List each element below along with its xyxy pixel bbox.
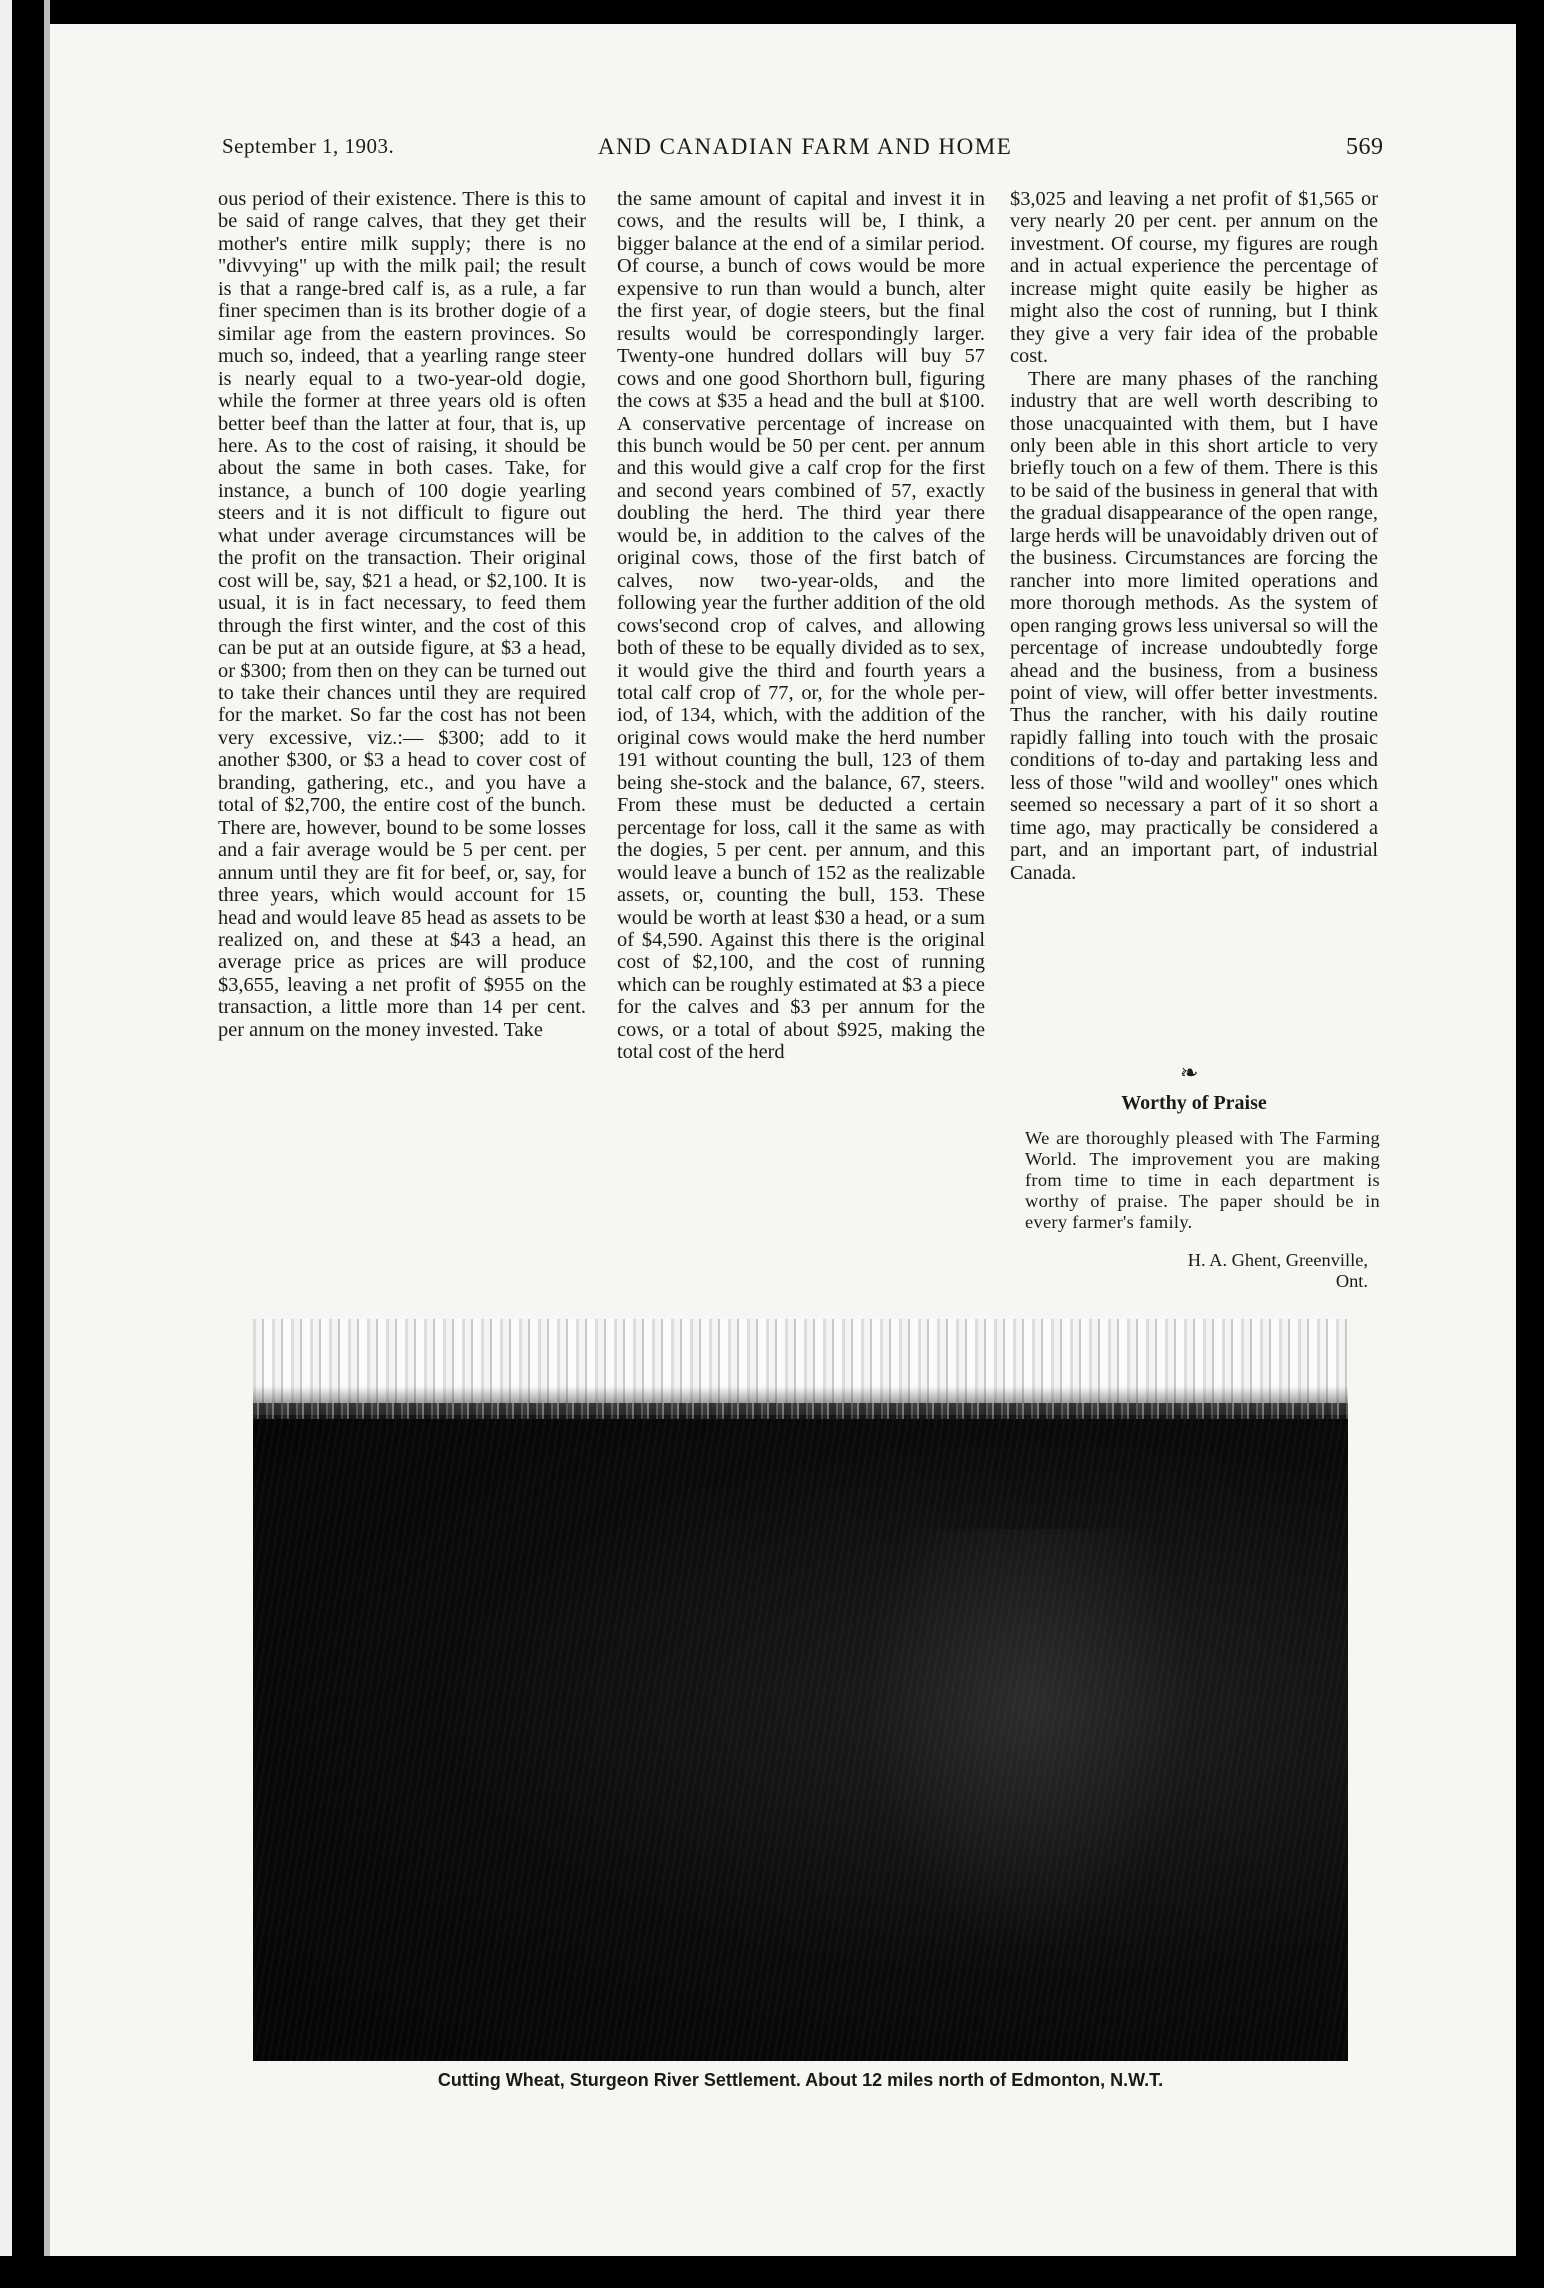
scan-border-bottom [0,2256,1544,2288]
column-3-paragraph: There are many phases of the ranching industry that are well worth describing to those unacquainted with them, but I have only been able in this short article to very briefly touch on a few of them. There is this to be said of the business in general that with the gradual disappearance of the open range, large herds will be unavoidably driven out of the business. Circumstances are forcing the rancher into more limited operations and more thorough methods. As the system of open ranging grows less universal so will the percentage of increase undoubtedly forge ahead and the business, from a business point of view, will offer better investments. Thus the rancher, with his daily routine rapidly falling into touch with the prosaic conditions of to-day and partaking less and less of those "wild and woolley" ones which seemed so necessary a part of it so short a time ago, may practically be considered a part, and an important part, of industrial Canada. [1010,367,1378,884]
section-heading: Worthy of Praise [1121,1092,1267,1114]
column-1-paragraph: ous period of their existence. There is this to be said of range calves, that they get their mother's entire milk supply; there is no "divvying" up with the milk pail; the result is that a range-bred calf is, as a rule, a far finer specimen than is its brother dogie of a similar age from the eastern provinces. So much so, indeed, that a yearling range steer is nearly equal to a two-year-old dogie, while the former at three years old is often better beef than the latter at four, that is, up here. As to the cost of raising, it should be about the same in both cases. Take, for instance, a bunch of 100 dogie yearling steers and it is not difficult to figure out what under average circumstances will be the profit on the transaction. Their original cost will be, say, $21 a head, or $2,100. It is usual, it is in fact necessary, to feed them through the first winter, and the cost of this can be put at an outside figure, at $3 a head, or $300; from then on they can be turned out to take their chances until they are required for the market. So far the cost has not been very excessive, viz.:— $300; add to it another $300, or $3 a head to cover cost of branding, gathering, etc., and you have a total of $2,700, the entire cost of the bunch. There are, however, bound to be some losses and a fair average would be 5 per cent. per annum until they are fit for beef, or, say, for three years, which would account for 15 head and would leave 85 head as assets to be realized on, and these at $43 a head, an average price as prices are will produce $3,655, leaving a net profit of $955 on the transaction, a little more than 14 per cent. per annum on the money invested. Take [218,188,586,1041]
reader-letter: We are thoroughly pleased with The Farming World. The improvement you are making from time to time in each department is worthy of praise. The paper should be in every farmer's family. [1025,1128,1380,1232]
signature-province: Ont. [1335,1271,1368,1291]
signature-name: H. A. Ghent, Greenville, [1187,1250,1368,1270]
letter-signature [1060,1250,1368,1292]
article-column-1 [218,188,586,1041]
scan-border-left [0,0,50,2288]
scan-border-top [0,0,1544,24]
section-ornament-icon: ❧ [1180,1060,1199,1085]
photo-wheat-stook [863,1529,1193,1949]
column-2-paragraph: the same amount of capital and invest it in cows, and the results will be, I think, a bigger balance at the end of a similar period. Of course, a bunch of cows would be more expensive to run than would a bunch, alter the first year, of dogie steers, but the final results would be correspondingly larger. Twenty-one hundred dollars will buy 57 cows and one good Shorthorn bull, figuring the cows at $35 a head and the bull at $100. A conservative percentage of increase on this bunch would be 50 per cent. per annum and this would give a calf crop for the first and second years combined of 57, exactly doubling the herd. The third year there would be, in addition to the calves of the original cows, those of the first batch of calves, now two-year-olds, and the following year the further addition of the old cows'second crop of calves, and allowing both of these to be equally divided as to sex, it would give the third and fourth years a total calf crop of 77, or, for the whole period, of 134, which, with the addition of the original cows would make the herd number 191 without counting the bull, 123 of them being she-stock and the balance, 67, steers. From these must be deducted a certain percentage for loss, call it the same as with the dogies, 5 per cent. per annum, and this would leave a bunch of 152 as the realizable assets, or, counting the bull, 153. These would be worth at least $30 a head, or a sum of $4,590. Against this there is the original cost of $2,100, and the cost of running which can be roughly estimated at $3 a piece for the calves and $3 per annum for the cows, or a total of about $925, making the total cost of the herd [617,188,985,1064]
running-title: AND CANADIAN FARM AND HOME [598,134,1013,159]
article-column-2 [617,188,985,1064]
photo-sky [253,1319,1348,1415]
issue-date: September 1, 1903. [222,134,395,158]
article-column-3 [1010,188,1378,884]
scan-border-right [1516,0,1544,2288]
column-3-paragraph: $3,025 and leaving a net profit of $1,565 or very nearly 20 per cent. per annum on the investment. Of course, my figures are rough and in actual experience the percentage of increase might quite easily be higher as might also the cost of running, but I think they give a very fair idea of the probable cost. [1010,188,1378,368]
photo-caption: Cutting Wheat, Sturgeon River Settlement. About 12 miles north of Edmonton, N.W.T. [437,2070,1164,2090]
wheat-field-photo [253,1319,1348,2061]
page-number: 569 [1346,134,1384,160]
